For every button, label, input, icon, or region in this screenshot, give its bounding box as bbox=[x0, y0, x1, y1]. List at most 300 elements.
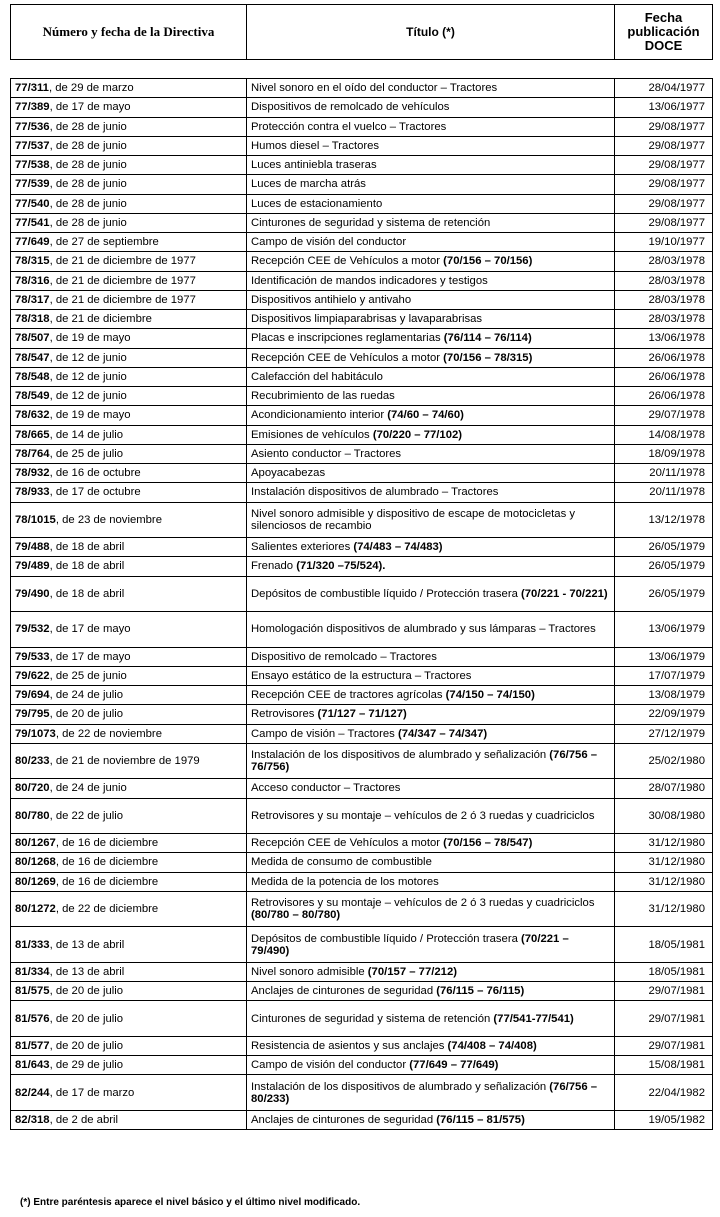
table-row bbox=[11, 1110, 713, 1129]
directive-cell bbox=[11, 367, 247, 386]
publication-date-cell: 26/06/1978 bbox=[615, 348, 713, 367]
directive-cell bbox=[11, 962, 247, 981]
publication-date-cell: 14/08/1978 bbox=[615, 425, 713, 444]
directive-cell bbox=[11, 853, 247, 872]
directive-date: , de 13 de abril bbox=[49, 938, 125, 951]
table-row bbox=[11, 686, 713, 705]
publication-date-cell: 28/03/1978 bbox=[615, 271, 713, 290]
title-cell bbox=[247, 612, 615, 648]
title-level-range: (70/156 – 78/547) bbox=[443, 837, 533, 850]
directive-number: 81/576 bbox=[15, 1012, 50, 1025]
title-text: Retrovisores y su montaje – vehículos de 2 ó 3 ruedas y cuadriciclos bbox=[251, 809, 595, 822]
directive-number: 80/720 bbox=[15, 782, 50, 795]
publication-date-cell: 29/07/1978 bbox=[615, 406, 713, 425]
title-cell bbox=[247, 502, 615, 538]
directive-date: , de 14 de julio bbox=[49, 428, 124, 441]
title-text: Nivel sonoro admisible y dispositivo de escape de motocicletas y silenciosos de recambio bbox=[251, 507, 576, 532]
directive-number: 78/549 bbox=[15, 390, 50, 403]
title-level-range: (74/347 – 74/347) bbox=[397, 727, 488, 740]
title-level-range: (76/756 – 76/756) bbox=[251, 749, 598, 773]
title-text: Salientes exteriores bbox=[251, 541, 354, 554]
directive-number: 78/315 bbox=[15, 255, 50, 268]
title-cell bbox=[247, 406, 615, 425]
directive-cell bbox=[11, 502, 247, 538]
table-row bbox=[11, 194, 713, 213]
title-text: Asiento conductor – Tractores bbox=[251, 447, 402, 460]
title-text: Campo de visión del conductor bbox=[251, 1059, 410, 1072]
table-row bbox=[11, 156, 713, 175]
publication-date-cell: 31/12/1980 bbox=[615, 891, 713, 927]
footnote: (*) Entre paréntesis aparece el nivel básico y el último nivel modificado. bbox=[20, 1197, 361, 1208]
title-cell bbox=[247, 557, 615, 576]
publication-date-cell: 22/09/1979 bbox=[615, 705, 713, 724]
publication-date-cell: 26/06/1978 bbox=[615, 367, 713, 386]
title-cell bbox=[247, 98, 615, 117]
directive-date: , de 29 de julio bbox=[49, 1059, 124, 1072]
directive-cell bbox=[11, 798, 247, 834]
title-level-range: (74/150 – 74/150) bbox=[445, 689, 535, 702]
title-cell bbox=[247, 891, 615, 927]
directive-date: , de 22 de diciembre bbox=[55, 903, 159, 915]
directive-date: , de 2 de abril bbox=[49, 1113, 119, 1126]
directive-number: 81/575 bbox=[15, 985, 50, 998]
table-row bbox=[11, 705, 713, 724]
title-level-range: (74/408 – 74/408) bbox=[447, 1039, 537, 1052]
table-row bbox=[11, 1056, 713, 1075]
directive-date: , de 28 de junio bbox=[49, 216, 127, 229]
table-row bbox=[11, 444, 713, 463]
table-row bbox=[11, 557, 713, 576]
title-text: Ensayo estático de la estructura – Tractores bbox=[251, 669, 472, 682]
directive-cell bbox=[11, 271, 247, 290]
publication-date-cell: 26/05/1979 bbox=[615, 557, 713, 576]
table-row bbox=[11, 502, 713, 538]
title-text: Dispositivos de remolcado de vehículos bbox=[251, 101, 450, 114]
publication-date-cell: 29/07/1981 bbox=[615, 982, 713, 1001]
title-cell bbox=[247, 444, 615, 463]
publication-date-cell: 19/10/1977 bbox=[615, 233, 713, 252]
directive-date: , de 23 de noviembre bbox=[55, 513, 162, 526]
title-text: Instalación de los dispositivos de alumbrado y señalización bbox=[251, 1080, 550, 1093]
table-row bbox=[11, 367, 713, 386]
title-text: Depósitos de combustible líquido / Protección trasera bbox=[251, 587, 522, 600]
directive-date: , de 19 de mayo bbox=[49, 332, 131, 345]
publication-date-cell: 13/06/1979 bbox=[615, 612, 713, 648]
title-cell bbox=[247, 666, 615, 685]
table-row bbox=[11, 853, 713, 872]
title-level-range: (71/320 –75/524). bbox=[296, 560, 386, 573]
directive-number: 77/536 bbox=[15, 120, 50, 133]
directive-cell bbox=[11, 779, 247, 798]
title-text: Luces de estacionamiento bbox=[251, 197, 383, 210]
title-cell bbox=[247, 962, 615, 981]
directive-number: 77/311 bbox=[15, 82, 49, 95]
directive-cell bbox=[11, 891, 247, 927]
directive-number: 78/547 bbox=[15, 351, 50, 364]
publication-date-cell: 25/02/1980 bbox=[615, 743, 713, 779]
publication-date-cell: 26/05/1979 bbox=[615, 538, 713, 557]
title-cell bbox=[247, 483, 615, 502]
title-cell bbox=[247, 213, 615, 232]
table-row bbox=[11, 79, 713, 98]
directive-date: , de 16 de diciembre bbox=[55, 856, 159, 869]
directive-date: , de 20 de julio bbox=[49, 1012, 124, 1025]
title-level-range: (74/60 – 74/60) bbox=[387, 409, 464, 422]
directive-cell bbox=[11, 175, 247, 194]
table-row bbox=[11, 798, 713, 834]
directive-cell bbox=[11, 927, 247, 963]
publication-date-cell: 29/08/1977 bbox=[615, 194, 713, 213]
title-level-range: (71/127 – 71/127) bbox=[317, 708, 407, 721]
directive-number: 79/694 bbox=[15, 689, 50, 702]
title-text: Retrovisores y su montaje – vehículos de 2 ó 3 ruedas y cuadriciclos bbox=[251, 897, 595, 909]
title-cell bbox=[247, 743, 615, 779]
table-row bbox=[11, 290, 713, 309]
publication-date-cell: 29/08/1977 bbox=[615, 136, 713, 155]
table-row bbox=[11, 464, 713, 483]
publication-date-cell: 31/12/1980 bbox=[615, 834, 713, 853]
directive-number: 79/532 bbox=[15, 623, 50, 636]
directive-number: 81/334 bbox=[15, 965, 50, 978]
directive-date: , de 18 de abril bbox=[49, 587, 125, 600]
directive-number: 78/632 bbox=[15, 409, 50, 422]
directive-date: , de 21 de diciembre de 1977 bbox=[49, 274, 196, 287]
directive-date: , de 22 de noviembre bbox=[55, 727, 162, 740]
title-cell bbox=[247, 576, 615, 612]
publication-date-cell: 28/04/1977 bbox=[615, 79, 713, 98]
title-level-range: (76/115 – 76/115) bbox=[436, 985, 525, 998]
publication-date-cell: 18/05/1981 bbox=[615, 927, 713, 963]
title-level-range: (70/156 – 78/315) bbox=[443, 351, 533, 364]
directive-date: , de 24 de junio bbox=[49, 782, 127, 795]
title-level-range: (76/115 – 81/575) bbox=[436, 1113, 525, 1126]
directive-number: 78/318 bbox=[15, 313, 50, 326]
title-text: Luces de marcha atrás bbox=[251, 178, 366, 191]
table-row bbox=[11, 175, 713, 194]
title-text: Anclajes de cinturones de seguridad bbox=[251, 985, 437, 998]
publication-date-cell: 28/03/1978 bbox=[615, 252, 713, 271]
title-text: Dispositivos limpiaparabrisas y lavaparabrisas bbox=[251, 313, 483, 326]
table-row bbox=[11, 406, 713, 425]
title-text: Cinturones de seguridad y sistema de retención bbox=[251, 216, 491, 229]
directive-cell bbox=[11, 483, 247, 502]
title-cell bbox=[247, 647, 615, 666]
directive-cell bbox=[11, 1036, 247, 1055]
title-text: Recubrimiento de las ruedas bbox=[251, 390, 395, 403]
title-text: Luces antiniebla traseras bbox=[251, 159, 377, 172]
directive-cell bbox=[11, 425, 247, 444]
directive-cell bbox=[11, 79, 247, 98]
directive-date: , de 20 de julio bbox=[49, 1039, 124, 1052]
publication-date-cell: 27/12/1979 bbox=[615, 724, 713, 743]
directive-cell bbox=[11, 329, 247, 348]
publication-date-cell: 26/06/1978 bbox=[615, 387, 713, 406]
directive-date: , de 20 de julio bbox=[49, 708, 124, 721]
publication-date-cell: 29/08/1977 bbox=[615, 175, 713, 194]
header-row bbox=[11, 5, 713, 60]
title-cell bbox=[247, 425, 615, 444]
directives-table bbox=[10, 78, 713, 1130]
title-cell bbox=[247, 724, 615, 743]
directive-cell bbox=[11, 98, 247, 117]
directive-date: , de 17 de octubre bbox=[49, 486, 141, 499]
directive-date: , de 28 de junio bbox=[49, 120, 127, 133]
title-text: Cinturones de seguridad y sistema de retención bbox=[251, 1012, 494, 1025]
directive-number: 81/333 bbox=[15, 938, 50, 951]
table-row bbox=[11, 982, 713, 1001]
title-text: Campo de visión – Tractores bbox=[251, 727, 398, 740]
directive-number: 79/533 bbox=[15, 650, 50, 663]
table-row bbox=[11, 252, 713, 271]
directive-cell bbox=[11, 557, 247, 576]
title-cell bbox=[247, 136, 615, 155]
directive-number: 78/316 bbox=[15, 274, 50, 287]
header-table bbox=[10, 4, 713, 60]
title-cell bbox=[247, 1075, 615, 1111]
directive-cell bbox=[11, 213, 247, 232]
directive-cell bbox=[11, 982, 247, 1001]
title-cell bbox=[247, 798, 615, 834]
title-text: Recepción CEE de Vehículos a motor bbox=[251, 255, 444, 268]
directive-number: 79/489 bbox=[15, 560, 50, 573]
directive-cell bbox=[11, 538, 247, 557]
directive-date: , de 16 de diciembre bbox=[55, 837, 159, 850]
table-row bbox=[11, 647, 713, 666]
table-row bbox=[11, 743, 713, 779]
title-cell bbox=[247, 982, 615, 1001]
directive-cell bbox=[11, 647, 247, 666]
publication-date-cell: 31/12/1980 bbox=[615, 853, 713, 872]
title-text: Retrovisores bbox=[251, 708, 318, 721]
directive-cell bbox=[11, 1110, 247, 1129]
title-level-range: (77/649 – 77/649) bbox=[409, 1059, 499, 1072]
title-text: Frenado bbox=[251, 560, 297, 573]
directive-date: , de 21 de noviembre de 1979 bbox=[49, 755, 200, 767]
table-row bbox=[11, 483, 713, 502]
directive-number: 77/540 bbox=[15, 197, 50, 210]
directive-date: , de 29 de marzo bbox=[48, 82, 134, 95]
directive-number: 77/538 bbox=[15, 159, 50, 172]
publication-date-cell: 22/04/1982 bbox=[615, 1075, 713, 1111]
title-cell bbox=[247, 387, 615, 406]
title-text: Recepción CEE de Vehículos a motor bbox=[251, 837, 444, 850]
title-cell bbox=[247, 705, 615, 724]
directive-cell bbox=[11, 136, 247, 155]
directive-date: , de 12 de junio bbox=[49, 351, 127, 364]
title-level-range: (77/541-77/541) bbox=[493, 1012, 574, 1025]
publication-date-cell: 29/08/1977 bbox=[615, 156, 713, 175]
header-publication-date: Fecha publicación DOCE bbox=[615, 5, 713, 60]
table-row bbox=[11, 271, 713, 290]
directive-date: , de 12 de junio bbox=[49, 370, 127, 383]
title-cell bbox=[247, 194, 615, 213]
directive-date: , de 24 de julio bbox=[49, 689, 124, 702]
directive-number: 80/1268 bbox=[15, 856, 56, 869]
title-text: Instalación de los dispositivos de alumbrado y señalización bbox=[251, 749, 550, 761]
title-cell bbox=[247, 233, 615, 252]
title-text: Nivel sonoro en el oído del conductor – Tractores bbox=[251, 82, 498, 95]
directive-cell bbox=[11, 743, 247, 779]
directive-number: 80/1272 bbox=[15, 903, 56, 915]
title-level-range: (70/156 – 70/156) bbox=[443, 255, 533, 268]
table-row bbox=[11, 117, 713, 136]
directive-cell bbox=[11, 348, 247, 367]
directive-number: 78/933 bbox=[15, 486, 50, 499]
directive-date: , de 28 de junio bbox=[49, 197, 127, 210]
directive-cell bbox=[11, 724, 247, 743]
directive-date: , de 12 de junio bbox=[49, 390, 127, 403]
title-text: Homologación dispositivos de alumbrado y sus lámparas – Tractores bbox=[251, 623, 596, 636]
title-cell bbox=[247, 175, 615, 194]
title-cell bbox=[247, 872, 615, 891]
title-cell bbox=[247, 779, 615, 798]
directive-number: 78/764 bbox=[15, 447, 50, 460]
table-row bbox=[11, 834, 713, 853]
directive-date: , de 28 de junio bbox=[49, 159, 127, 172]
title-cell bbox=[247, 117, 615, 136]
title-text: Medida de la potencia de los motores bbox=[251, 875, 439, 888]
title-cell bbox=[247, 79, 615, 98]
directive-date: , de 17 de mayo bbox=[49, 623, 131, 636]
table-row bbox=[11, 233, 713, 252]
title-cell bbox=[247, 1110, 615, 1129]
title-level-range: (80/780 – 80/780) bbox=[251, 909, 341, 921]
directive-number: 77/539 bbox=[15, 178, 50, 191]
directive-date: , de 17 de marzo bbox=[49, 1086, 135, 1099]
title-level-range: (74/483 – 74/483) bbox=[353, 541, 443, 554]
title-text: Resistencia de asientos y sus anclajes bbox=[251, 1039, 448, 1052]
directive-number: 82/318 bbox=[15, 1113, 50, 1126]
directive-cell bbox=[11, 834, 247, 853]
publication-date-cell: 28/03/1978 bbox=[615, 290, 713, 309]
directives-table-body bbox=[11, 79, 713, 1130]
header-directive: Número y fecha de la Directiva bbox=[11, 5, 247, 60]
table-row bbox=[11, 387, 713, 406]
title-text: Depósitos de combustible líquido / Protección trasera bbox=[251, 932, 522, 945]
table-row bbox=[11, 348, 713, 367]
directive-cell bbox=[11, 406, 247, 425]
title-text: Nivel sonoro admisible bbox=[251, 965, 368, 978]
title-cell bbox=[247, 834, 615, 853]
header-title: Título (*) bbox=[247, 5, 615, 60]
table-row bbox=[11, 576, 713, 612]
title-text: Apoyacabezas bbox=[251, 467, 326, 480]
directive-cell bbox=[11, 310, 247, 329]
directive-cell bbox=[11, 1075, 247, 1111]
directive-number: 80/233 bbox=[15, 755, 50, 767]
directive-number: 77/389 bbox=[15, 101, 50, 114]
title-cell bbox=[247, 853, 615, 872]
title-cell bbox=[247, 686, 615, 705]
table-row bbox=[11, 891, 713, 927]
title-cell bbox=[247, 1001, 615, 1037]
directive-cell bbox=[11, 290, 247, 309]
directive-cell bbox=[11, 252, 247, 271]
directive-cell bbox=[11, 444, 247, 463]
title-cell bbox=[247, 271, 615, 290]
publication-date-cell: 28/03/1978 bbox=[615, 310, 713, 329]
publication-date-cell: 18/05/1981 bbox=[615, 962, 713, 981]
table-row bbox=[11, 329, 713, 348]
directive-cell bbox=[11, 117, 247, 136]
title-text: Instalación dispositivos de alumbrado – Tractores bbox=[251, 486, 499, 499]
publication-date-cell: 19/05/1982 bbox=[615, 1110, 713, 1129]
title-text: Dispositivo de remolcado – Tractores bbox=[251, 650, 437, 663]
directive-number: 79/795 bbox=[15, 708, 50, 721]
directive-cell bbox=[11, 612, 247, 648]
directive-date: , de 28 de junio bbox=[49, 178, 127, 191]
directive-date: , de 22 de julio bbox=[49, 809, 124, 822]
title-cell bbox=[247, 156, 615, 175]
title-text: Emisiones de vehículos bbox=[251, 428, 373, 441]
table-row bbox=[11, 724, 713, 743]
directive-number: 77/537 bbox=[15, 139, 50, 152]
directive-cell bbox=[11, 666, 247, 685]
directive-date: , de 20 de julio bbox=[49, 985, 124, 998]
directive-cell bbox=[11, 233, 247, 252]
directive-date: , de 27 de septiembre bbox=[49, 236, 159, 249]
directive-cell bbox=[11, 872, 247, 891]
table-row bbox=[11, 538, 713, 557]
directive-number: 78/548 bbox=[15, 370, 50, 383]
directive-cell bbox=[11, 387, 247, 406]
directive-date: , de 21 de diciembre bbox=[49, 313, 152, 326]
title-text: Placas e inscripciones reglamentarias bbox=[251, 332, 444, 345]
directive-number: 78/1015 bbox=[15, 513, 56, 526]
table-row bbox=[11, 666, 713, 685]
directive-number: 79/490 bbox=[15, 587, 50, 600]
directive-number: 80/1269 bbox=[15, 875, 56, 888]
directive-date: , de 21 de diciembre de 1977 bbox=[49, 293, 196, 306]
title-cell bbox=[247, 1036, 615, 1055]
directive-date: , de 21 de diciembre de 1977 bbox=[49, 255, 196, 268]
publication-date-cell: 13/08/1979 bbox=[615, 686, 713, 705]
directive-number: 81/643 bbox=[15, 1059, 50, 1072]
title-cell bbox=[247, 252, 615, 271]
directive-number: 78/507 bbox=[15, 332, 50, 345]
table-row bbox=[11, 98, 713, 117]
publication-date-cell: 13/06/1979 bbox=[615, 647, 713, 666]
table-row bbox=[11, 425, 713, 444]
directive-number: 82/244 bbox=[15, 1086, 50, 1099]
directive-number: 81/577 bbox=[15, 1039, 50, 1052]
publication-date-cell: 29/08/1977 bbox=[615, 213, 713, 232]
publication-date-cell: 31/12/1980 bbox=[615, 872, 713, 891]
directive-cell bbox=[11, 576, 247, 612]
directive-cell bbox=[11, 194, 247, 213]
publication-date-cell: 13/12/1978 bbox=[615, 502, 713, 538]
directive-date: , de 25 de junio bbox=[49, 669, 127, 682]
table-row bbox=[11, 213, 713, 232]
directive-number: 79/488 bbox=[15, 541, 50, 554]
directive-cell bbox=[11, 1001, 247, 1037]
title-level-range: (70/221 – 79/490) bbox=[251, 932, 569, 957]
title-text: Dispositivos antihielo y antivaho bbox=[251, 293, 412, 306]
publication-date-cell: 20/11/1978 bbox=[615, 464, 713, 483]
publication-date-cell: 29/07/1981 bbox=[615, 1036, 713, 1055]
table-row bbox=[11, 1075, 713, 1111]
directive-number: 78/665 bbox=[15, 428, 50, 441]
title-cell bbox=[247, 329, 615, 348]
directive-date: , de 13 de abril bbox=[49, 965, 125, 978]
publication-date-cell: 13/06/1978 bbox=[615, 329, 713, 348]
directive-date: , de 17 de mayo bbox=[49, 101, 131, 114]
publication-date-cell: 18/09/1978 bbox=[615, 444, 713, 463]
title-text: Calefacción del habitáculo bbox=[251, 370, 383, 383]
table-row bbox=[11, 136, 713, 155]
table-row bbox=[11, 927, 713, 963]
directive-number: 79/622 bbox=[15, 669, 50, 682]
